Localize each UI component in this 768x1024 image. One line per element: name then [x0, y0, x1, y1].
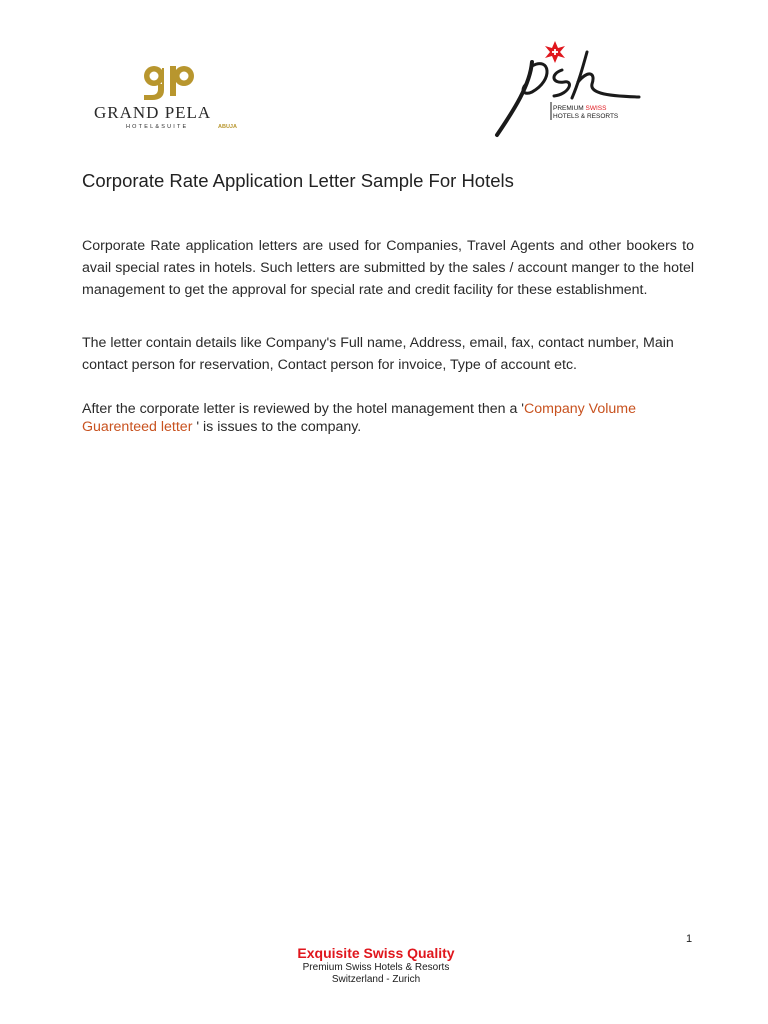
psh-script-mark: [497, 52, 639, 135]
page-footer: [0, 944, 752, 985]
paragraph-review-before: After the corporate letter is reviewed by the hotel management then a ': [82, 401, 524, 417]
paragraph-details: The letter contain details like Company's Full name, Address, email, fax, contact number, Main contact person for reservation, Contact person for invoice, Type of account etc.: [82, 335, 674, 373]
psh-hotels-resorts-text: HOTELS & RESORTS: [553, 113, 619, 120]
document-title: Corporate Rate Application Letter Sample For Hotels: [82, 170, 514, 191]
paragraph-intro: Corporate Rate application letters are used for Companies, Travel Agents and other bookers to avail special rates in hotels. Such letters are submitted by the sales / account manger to the hotel management to get the approval for special rate and credit facility for these establishment.: [82, 238, 694, 298]
grand-pela-city: ABUJA: [218, 124, 237, 130]
grand-pela-logo: [92, 62, 242, 132]
premium-swiss-hotels-logo: [492, 40, 642, 140]
footer-tagline: Exquisite Swiss Quality: [297, 945, 455, 961]
grand-pela-wordmark: GRAND PELA: [94, 103, 212, 122]
paragraph-review: [82, 400, 694, 436]
footer-location: Switzerland - Zurich: [331, 973, 421, 985]
paragraph-review-after: ' is issues to the company.: [192, 419, 362, 435]
company-volume-letter-link[interactable]: Company Volume Guarenteed letter: [82, 401, 636, 435]
psh-premium-text: PREMIUM: [553, 105, 586, 112]
page-number: 1: [686, 933, 693, 945]
svg-text:PREMIUM SWISS: [553, 105, 607, 112]
psh-swiss-text: SWISS: [585, 105, 607, 112]
grand-pela-subtitle: HOTEL&SUITE: [126, 124, 189, 130]
footer-company: Premium Swiss Hotels & Resorts: [302, 962, 450, 973]
swiss-star-icon: [545, 41, 565, 63]
